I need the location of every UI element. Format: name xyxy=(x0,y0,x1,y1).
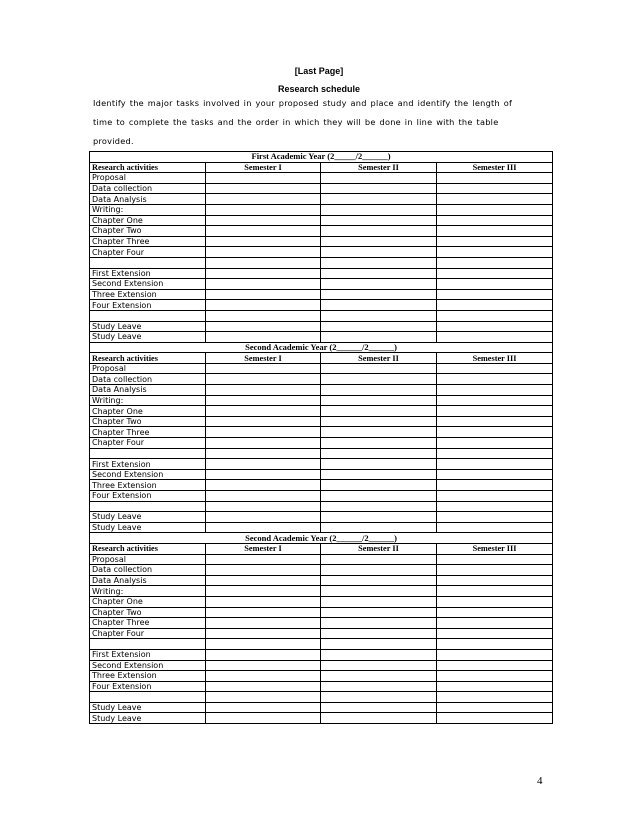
semester-cell xyxy=(321,310,437,321)
semester-cell xyxy=(321,427,437,438)
semester-cell xyxy=(437,713,553,724)
semester-cell xyxy=(437,501,553,512)
semester-cell xyxy=(206,321,321,332)
semester-cell xyxy=(206,628,321,639)
column-header-row xyxy=(90,353,553,364)
semester-column-header: Semester II xyxy=(321,162,437,173)
activity-row xyxy=(90,427,553,438)
semester-cell xyxy=(206,289,321,300)
academic-year-title: Second Academic Year (2______/2______) xyxy=(90,533,553,544)
academic-year-title: Second Academic Year (2______/2______) xyxy=(90,342,553,353)
semester-cell xyxy=(206,204,321,215)
activities-column-header: Research activities xyxy=(90,353,206,364)
semester-cell xyxy=(321,671,437,682)
semester-cell xyxy=(321,649,437,660)
semester-cell xyxy=(206,385,321,396)
activity-row xyxy=(90,289,553,300)
semester-cell xyxy=(437,671,553,682)
activity-cell: Second Extension xyxy=(90,660,206,671)
semester-column-header: Semester I xyxy=(206,353,321,364)
activity-cell: Four Extension xyxy=(90,300,206,311)
activity-row xyxy=(90,300,553,311)
semester-cell xyxy=(206,363,321,374)
semester-cell xyxy=(321,512,437,523)
activity-cell: Study Leave xyxy=(90,713,206,724)
semester-cell xyxy=(206,480,321,491)
semester-cell xyxy=(437,395,553,406)
semester-cell xyxy=(437,173,553,184)
semester-cell xyxy=(206,374,321,385)
semester-cell xyxy=(321,713,437,724)
activity-cell: Data collection xyxy=(90,183,206,194)
activity-cell: Chapter Three xyxy=(90,618,206,629)
semester-cell xyxy=(321,438,437,449)
activity-row xyxy=(90,215,553,226)
activity-cell: Chapter Two xyxy=(90,416,206,427)
activity-cell: Writing: xyxy=(90,586,206,597)
activity-row xyxy=(90,183,553,194)
semester-cell xyxy=(321,226,437,237)
research-schedule-table xyxy=(89,151,553,724)
semester-cell xyxy=(206,501,321,512)
semester-cell xyxy=(206,416,321,427)
activity-row xyxy=(90,565,553,576)
semester-cell xyxy=(206,173,321,184)
activity-row xyxy=(90,204,553,215)
instructions-line: provided. xyxy=(93,136,134,146)
activity-cell xyxy=(90,310,206,321)
activity-cell: Data collection xyxy=(90,374,206,385)
activity-cell: Chapter Four xyxy=(90,628,206,639)
semester-cell xyxy=(206,565,321,576)
semester-cell xyxy=(321,268,437,279)
semester-cell xyxy=(206,649,321,660)
activity-cell xyxy=(90,257,206,268)
column-header-row xyxy=(90,162,553,173)
instructions-paragraph xyxy=(93,94,553,151)
semester-cell xyxy=(206,607,321,618)
activity-cell xyxy=(90,448,206,459)
activity-row xyxy=(90,702,553,713)
semester-cell xyxy=(437,310,553,321)
semester-column-header: Semester II xyxy=(321,543,437,554)
semester-cell xyxy=(437,480,553,491)
semester-cell xyxy=(321,406,437,417)
semester-cell xyxy=(206,702,321,713)
semester-cell xyxy=(437,702,553,713)
semester-cell xyxy=(206,406,321,417)
semester-cell xyxy=(321,183,437,194)
semester-cell xyxy=(206,332,321,343)
semester-cell xyxy=(321,395,437,406)
activity-row xyxy=(90,575,553,586)
page-title: Research schedule xyxy=(277,84,361,94)
activity-row xyxy=(90,491,553,502)
activity-cell: Chapter One xyxy=(90,406,206,417)
academic-year-title: First Academic Year (2_____/2______) xyxy=(90,152,553,163)
semester-cell xyxy=(321,522,437,533)
activity-cell: Second Extension xyxy=(90,469,206,480)
semester-cell xyxy=(206,268,321,279)
activity-row xyxy=(90,501,553,512)
column-header-row xyxy=(90,543,553,554)
semester-cell xyxy=(437,363,553,374)
semester-cell xyxy=(437,660,553,671)
activity-row xyxy=(90,363,553,374)
activity-cell: Four Extension xyxy=(90,491,206,502)
semester-cell xyxy=(437,512,553,523)
semester-cell xyxy=(206,194,321,205)
semester-cell xyxy=(437,257,553,268)
academic-year-row xyxy=(90,152,553,163)
semester-cell xyxy=(206,618,321,629)
semester-cell xyxy=(437,279,553,290)
semester-cell xyxy=(437,226,553,237)
activity-row xyxy=(90,194,553,205)
activity-cell: Proposal xyxy=(90,554,206,565)
semester-cell xyxy=(437,554,553,565)
semester-cell xyxy=(437,628,553,639)
semester-cell xyxy=(437,491,553,502)
activity-cell: Chapter Four xyxy=(90,247,206,258)
semester-cell xyxy=(206,427,321,438)
activity-cell xyxy=(90,692,206,703)
semester-cell xyxy=(437,321,553,332)
semester-cell xyxy=(437,204,553,215)
semester-cell xyxy=(437,522,553,533)
activity-row xyxy=(90,480,553,491)
activity-row xyxy=(90,649,553,660)
last-page-label: [Last Page] xyxy=(294,66,344,76)
semester-cell xyxy=(206,279,321,290)
instructions-line: time to complete the tasks and the order in which they will be done in line with the table xyxy=(93,117,499,127)
activity-cell: Data Analysis xyxy=(90,194,206,205)
semester-cell xyxy=(321,469,437,480)
activity-row xyxy=(90,385,553,396)
activity-row xyxy=(90,236,553,247)
activity-cell: Chapter One xyxy=(90,596,206,607)
semester-cell xyxy=(206,469,321,480)
activity-cell xyxy=(90,501,206,512)
semester-cell xyxy=(437,596,553,607)
semester-cell xyxy=(206,395,321,406)
semester-cell xyxy=(437,215,553,226)
semester-cell xyxy=(437,332,553,343)
semester-cell xyxy=(321,363,437,374)
semester-cell xyxy=(437,448,553,459)
activity-row xyxy=(90,279,553,290)
activity-row xyxy=(90,618,553,629)
semester-cell xyxy=(321,575,437,586)
semester-column-header: Semester III xyxy=(437,543,553,554)
semester-cell xyxy=(437,575,553,586)
activity-row xyxy=(90,395,553,406)
semester-cell xyxy=(206,639,321,650)
activity-cell: Chapter Three xyxy=(90,236,206,247)
activity-row xyxy=(90,173,553,184)
semester-cell xyxy=(321,565,437,576)
activity-cell: First Extension xyxy=(90,459,206,470)
semester-cell xyxy=(321,374,437,385)
semester-cell xyxy=(206,692,321,703)
semester-cell xyxy=(437,639,553,650)
activity-row xyxy=(90,459,553,470)
semester-cell xyxy=(206,257,321,268)
activity-row xyxy=(90,226,553,237)
semester-cell xyxy=(437,406,553,417)
activity-row xyxy=(90,681,553,692)
semester-cell xyxy=(437,618,553,629)
semester-cell xyxy=(321,554,437,565)
page-number: 4 xyxy=(537,775,543,787)
semester-cell xyxy=(321,385,437,396)
activity-row xyxy=(90,374,553,385)
semester-cell xyxy=(206,660,321,671)
activity-cell: Proposal xyxy=(90,173,206,184)
semester-cell xyxy=(437,385,553,396)
semester-cell xyxy=(437,374,553,385)
activity-cell: Chapter One xyxy=(90,215,206,226)
activity-cell: Three Extension xyxy=(90,289,206,300)
semester-column-header: Semester III xyxy=(437,353,553,364)
semester-cell xyxy=(437,681,553,692)
semester-cell xyxy=(437,427,553,438)
semester-cell xyxy=(437,469,553,480)
semester-cell xyxy=(321,586,437,597)
semester-cell xyxy=(437,586,553,597)
semester-cell xyxy=(321,480,437,491)
activity-cell: Study Leave xyxy=(90,321,206,332)
semester-cell xyxy=(437,565,553,576)
activity-cell: First Extension xyxy=(90,268,206,279)
activity-cell xyxy=(90,639,206,650)
activity-row xyxy=(90,268,553,279)
activity-cell: Writing: xyxy=(90,204,206,215)
activity-cell: Study Leave xyxy=(90,332,206,343)
semester-cell xyxy=(321,289,437,300)
semester-cell xyxy=(321,236,437,247)
semester-cell xyxy=(206,226,321,237)
activity-row xyxy=(90,257,553,268)
semester-cell xyxy=(321,204,437,215)
semester-column-header: Semester I xyxy=(206,162,321,173)
semester-cell xyxy=(437,268,553,279)
semester-cell xyxy=(321,681,437,692)
activity-row xyxy=(90,247,553,258)
activity-row xyxy=(90,660,553,671)
activity-row xyxy=(90,639,553,650)
semester-cell xyxy=(321,596,437,607)
activity-cell: Chapter Four xyxy=(90,438,206,449)
activity-cell: Proposal xyxy=(90,363,206,374)
semester-cell xyxy=(321,247,437,258)
activity-cell: Chapter Two xyxy=(90,607,206,618)
activity-cell: Chapter Three xyxy=(90,427,206,438)
semester-cell xyxy=(437,300,553,311)
semester-cell xyxy=(321,639,437,650)
activity-cell: Study Leave xyxy=(90,522,206,533)
activity-row xyxy=(90,512,553,523)
semester-cell xyxy=(206,512,321,523)
activity-row xyxy=(90,416,553,427)
semester-cell xyxy=(437,459,553,470)
semester-cell xyxy=(321,660,437,671)
semester-cell xyxy=(321,607,437,618)
activity-cell: Four Extension xyxy=(90,681,206,692)
semester-cell xyxy=(437,692,553,703)
semester-cell xyxy=(321,618,437,629)
semester-cell xyxy=(321,279,437,290)
semester-cell xyxy=(206,596,321,607)
activities-column-header: Research activities xyxy=(90,543,206,554)
semester-cell xyxy=(321,173,437,184)
activities-column-header: Research activities xyxy=(90,162,206,173)
semester-cell xyxy=(321,194,437,205)
semester-cell xyxy=(206,491,321,502)
activity-row xyxy=(90,448,553,459)
semester-cell xyxy=(321,692,437,703)
semester-cell xyxy=(321,321,437,332)
semester-cell xyxy=(437,194,553,205)
semester-cell xyxy=(321,448,437,459)
instructions-line: Identify the major tasks involved in your proposed study and place and identify the length of xyxy=(93,98,513,108)
semester-cell xyxy=(321,300,437,311)
activity-row xyxy=(90,692,553,703)
semester-cell xyxy=(206,438,321,449)
semester-cell xyxy=(206,586,321,597)
semester-cell xyxy=(321,416,437,427)
semester-cell xyxy=(206,236,321,247)
activity-row xyxy=(90,406,553,417)
semester-cell xyxy=(206,575,321,586)
semester-column-header: Semester III xyxy=(437,162,553,173)
semester-cell xyxy=(321,257,437,268)
activity-row xyxy=(90,310,553,321)
semester-cell xyxy=(206,310,321,321)
activity-cell: Second Extension xyxy=(90,279,206,290)
activity-cell: First Extension xyxy=(90,649,206,660)
activity-cell: Data Analysis xyxy=(90,385,206,396)
semester-cell xyxy=(437,649,553,660)
semester-cell xyxy=(321,628,437,639)
semester-cell xyxy=(206,459,321,470)
semester-cell xyxy=(206,215,321,226)
semester-cell xyxy=(437,289,553,300)
semester-cell xyxy=(321,491,437,502)
semester-column-header: Semester II xyxy=(321,353,437,364)
semester-cell xyxy=(437,183,553,194)
semester-cell xyxy=(206,183,321,194)
semester-cell xyxy=(321,702,437,713)
semester-cell xyxy=(321,459,437,470)
semester-cell xyxy=(206,713,321,724)
activity-cell: Study Leave xyxy=(90,512,206,523)
activity-cell: Study Leave xyxy=(90,702,206,713)
activity-cell: Chapter Two xyxy=(90,226,206,237)
activity-row xyxy=(90,586,553,597)
activity-row xyxy=(90,438,553,449)
semester-cell xyxy=(321,215,437,226)
activity-row xyxy=(90,628,553,639)
activity-cell: Writing: xyxy=(90,395,206,406)
activity-row xyxy=(90,713,553,724)
semester-cell xyxy=(437,438,553,449)
activity-row xyxy=(90,671,553,682)
activity-cell: Data Analysis xyxy=(90,575,206,586)
academic-year-row xyxy=(90,342,553,353)
activity-row xyxy=(90,607,553,618)
activity-row xyxy=(90,332,553,343)
activity-row xyxy=(90,321,553,332)
activity-cell: Three Extension xyxy=(90,671,206,682)
semester-cell xyxy=(206,681,321,692)
activity-row xyxy=(90,522,553,533)
semester-column-header: Semester I xyxy=(206,543,321,554)
activity-row xyxy=(90,596,553,607)
academic-year-row xyxy=(90,533,553,544)
semester-cell xyxy=(437,236,553,247)
semester-cell xyxy=(206,247,321,258)
semester-cell xyxy=(206,300,321,311)
semester-cell xyxy=(206,522,321,533)
semester-cell xyxy=(206,671,321,682)
activity-cell: Three Extension xyxy=(90,480,206,491)
activity-row xyxy=(90,469,553,480)
activity-row xyxy=(90,554,553,565)
semester-cell xyxy=(206,554,321,565)
semester-cell xyxy=(437,416,553,427)
semester-cell xyxy=(206,448,321,459)
semester-cell xyxy=(437,247,553,258)
semester-cell xyxy=(321,332,437,343)
semester-cell xyxy=(437,607,553,618)
semester-cell xyxy=(321,501,437,512)
activity-cell: Data collection xyxy=(90,565,206,576)
